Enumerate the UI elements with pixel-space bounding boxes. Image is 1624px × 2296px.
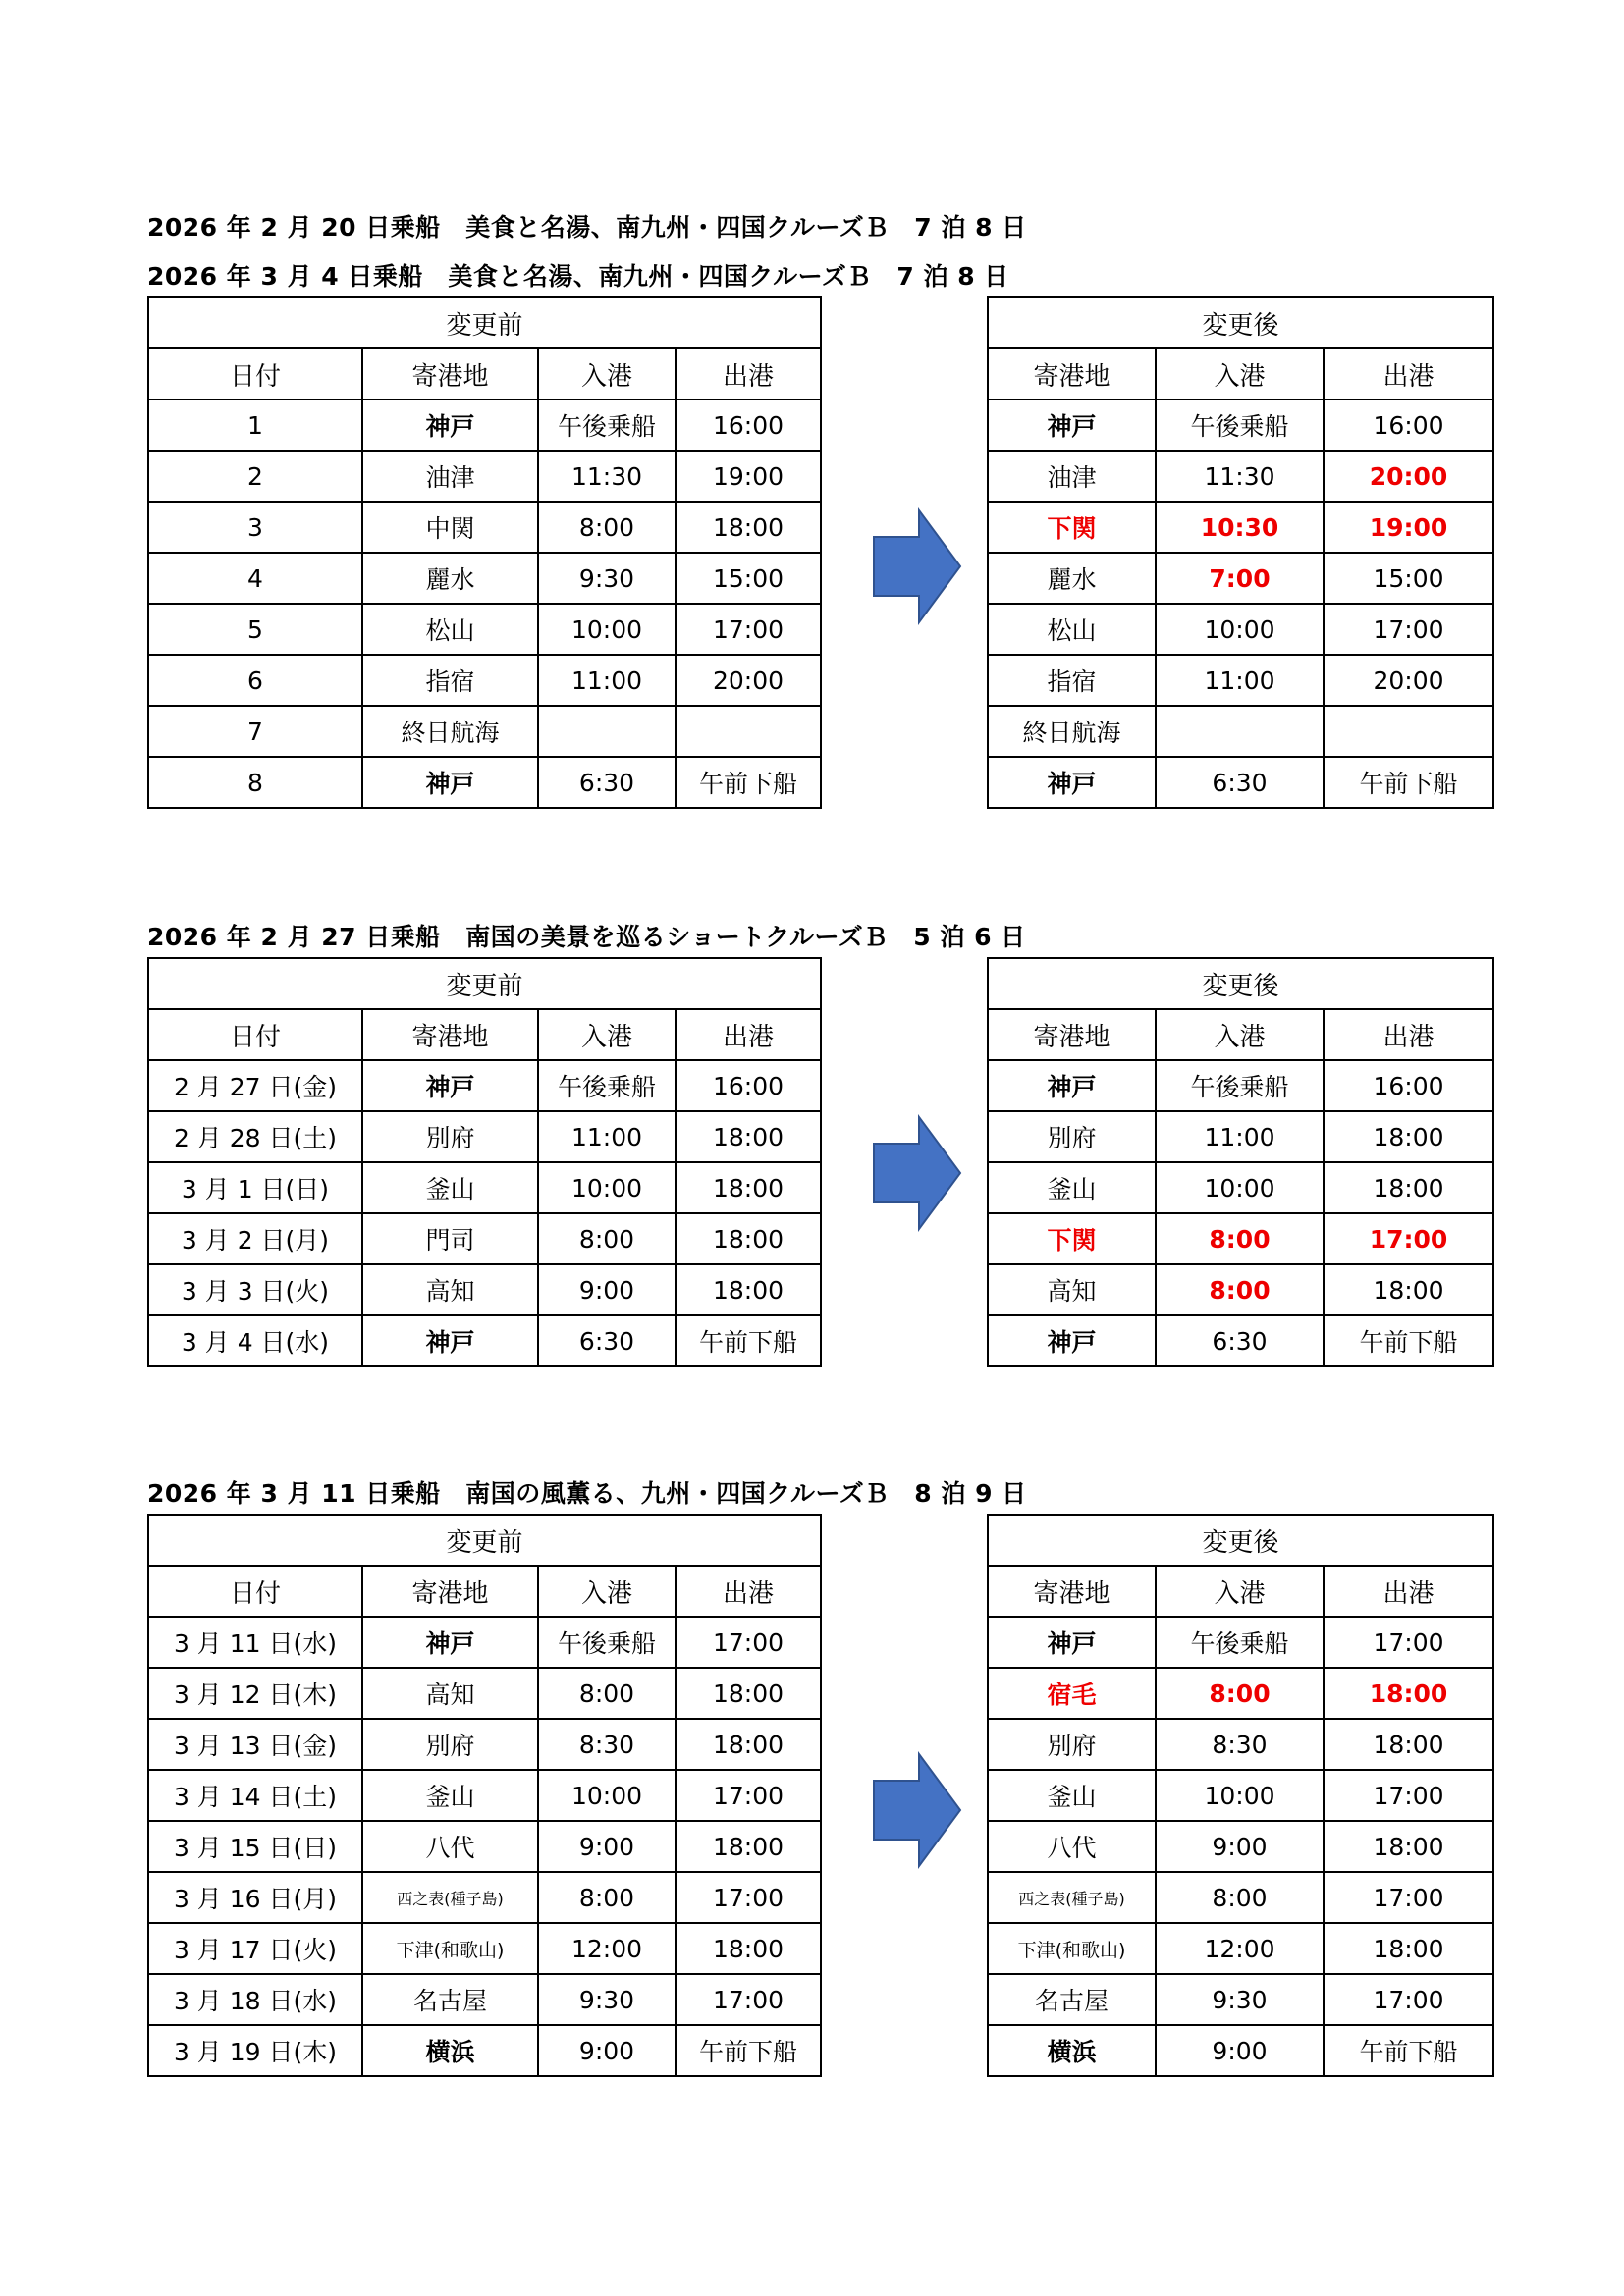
col-port: 寄港地 <box>362 348 538 400</box>
before-header: 変更前 <box>148 1515 821 1566</box>
port-cell: 下津(和歌山) <box>988 1923 1156 1974</box>
depart-cell: 16:00 <box>1324 400 1493 451</box>
date-cell: 3 月 12 日(木) <box>148 1668 362 1719</box>
date-cell: 3 月 13 日(金) <box>148 1719 362 1770</box>
depart-cell: 18:00 <box>1324 1162 1493 1213</box>
depart-cell: 16:00 <box>676 400 821 451</box>
depart-cell: 17:00 <box>1324 1617 1493 1668</box>
date-cell: 5 <box>148 604 362 655</box>
port-cell-changed: 下関 <box>988 502 1156 553</box>
section-2 <box>147 918 1492 1369</box>
port-cell: 西之表(種子島) <box>988 1872 1156 1923</box>
table-row <box>988 655 1493 706</box>
right-arrow-icon <box>872 507 962 625</box>
arrive-cell: 9:00 <box>538 2025 676 2076</box>
col-arrive: 入港 <box>1156 348 1324 400</box>
port-cell-changed: 宿毛 <box>988 1668 1156 1719</box>
table-row <box>988 1923 1493 1974</box>
after-header: 変更後 <box>988 958 1493 1009</box>
depart-cell-changed: 20:00 <box>1324 451 1493 502</box>
depart-cell: 16:00 <box>1324 1060 1493 1111</box>
depart-cell: 17:00 <box>1324 1974 1493 2025</box>
arrive-cell: 11:30 <box>1156 451 1324 502</box>
depart-cell: 18:00 <box>676 1923 821 1974</box>
arrive-cell: 8:00 <box>538 1872 676 1923</box>
table-row <box>988 1617 1493 1668</box>
arrive-cell <box>538 706 676 757</box>
depart-cell-changed: 18:00 <box>1324 1668 1493 1719</box>
arrive-cell: 6:30 <box>1156 1315 1324 1366</box>
port-cell: 別府 <box>988 1111 1156 1162</box>
arrive-cell: 午後乗船 <box>1156 1617 1324 1668</box>
col-depart: 出港 <box>1324 348 1493 400</box>
depart-cell <box>1324 706 1493 757</box>
port-cell: 神戸 <box>362 400 538 451</box>
depart-cell: 18:00 <box>676 1111 821 1162</box>
arrive-cell: 10:00 <box>1156 1770 1324 1821</box>
depart-cell: 18:00 <box>676 1264 821 1315</box>
date-cell: 3 月 3 日(火) <box>148 1264 362 1315</box>
depart-cell: 午前下船 <box>676 1315 821 1366</box>
port-cell: 油津 <box>988 451 1156 502</box>
table-row <box>148 1923 821 1974</box>
col-port: 寄港地 <box>988 1009 1156 1060</box>
arrive-cell: 6:30 <box>1156 757 1324 808</box>
depart-cell: 午前下船 <box>1324 757 1493 808</box>
arrive-cell <box>1156 706 1324 757</box>
right-arrow-icon <box>872 1751 962 1869</box>
date-cell: 8 <box>148 757 362 808</box>
cruise-title-1b: 2026 年 3 月 4 日乗船 美食と名湯、南九州・四国クルーズＢ 7 泊 8 日 <box>147 262 1009 291</box>
after-header: 変更後 <box>988 1515 1493 1566</box>
port-cell: 神戸 <box>988 400 1156 451</box>
arrive-cell: 10:00 <box>1156 1162 1324 1213</box>
port-cell: 名古屋 <box>362 1974 538 2025</box>
port-cell: 下津(和歌山) <box>362 1923 538 1974</box>
col-arrive: 入港 <box>1156 1566 1324 1617</box>
table-row <box>148 1111 821 1162</box>
port-cell: 釜山 <box>988 1770 1156 1821</box>
table-row <box>148 1668 821 1719</box>
table-row <box>988 400 1493 451</box>
port-cell: 別府 <box>362 1719 538 1770</box>
port-cell: 指宿 <box>362 655 538 706</box>
table-row <box>988 451 1493 502</box>
depart-cell: 18:00 <box>1324 1264 1493 1315</box>
table-row <box>988 1264 1493 1315</box>
table-row <box>148 757 821 808</box>
depart-cell: 17:00 <box>1324 1770 1493 1821</box>
depart-cell: 17:00 <box>676 1974 821 2025</box>
date-cell: 2 月 27 日(金) <box>148 1060 362 1111</box>
port-cell: 高知 <box>362 1668 538 1719</box>
depart-cell-changed: 19:00 <box>1324 502 1493 553</box>
table-row <box>148 1770 821 1821</box>
depart-cell: 17:00 <box>1324 604 1493 655</box>
arrive-cell-changed: 8:00 <box>1156 1668 1324 1719</box>
table-row <box>988 1213 1493 1264</box>
before-table-2 <box>147 957 822 1367</box>
port-cell: 麗水 <box>988 553 1156 604</box>
after-table-2 <box>987 957 1494 1367</box>
col-depart: 出港 <box>676 348 821 400</box>
table-row <box>988 1060 1493 1111</box>
table-row <box>148 604 821 655</box>
arrive-cell: 午後乗船 <box>1156 400 1324 451</box>
depart-cell: 17:00 <box>676 1617 821 1668</box>
table-row <box>988 1111 1493 1162</box>
port-cell: 終日航海 <box>988 706 1156 757</box>
section-1 <box>147 208 1492 817</box>
port-cell: 神戸 <box>362 1060 538 1111</box>
date-cell: 3 月 18 日(水) <box>148 1974 362 2025</box>
table-row <box>148 1162 821 1213</box>
date-cell: 4 <box>148 553 362 604</box>
table-row <box>148 502 821 553</box>
arrive-cell: 9:00 <box>538 1821 676 1872</box>
table-row <box>148 1974 821 2025</box>
arrive-cell: 10:00 <box>538 604 676 655</box>
depart-cell: 18:00 <box>676 1668 821 1719</box>
arrive-cell: 9:30 <box>538 1974 676 2025</box>
arrive-cell: 11:30 <box>538 451 676 502</box>
date-cell: 3 月 11 日(水) <box>148 1617 362 1668</box>
table-row <box>148 1719 821 1770</box>
arrive-cell: 午後乗船 <box>538 1060 676 1111</box>
table-row <box>988 1974 1493 2025</box>
before-header: 変更前 <box>148 958 821 1009</box>
arrive-cell: 10:00 <box>1156 604 1324 655</box>
arrive-cell: 8:30 <box>538 1719 676 1770</box>
table-row <box>148 706 821 757</box>
date-cell: 3 月 19 日(木) <box>148 2025 362 2076</box>
col-date: 日付 <box>148 1009 362 1060</box>
port-cell: 別府 <box>362 1111 538 1162</box>
depart-cell: 18:00 <box>676 1719 821 1770</box>
table-row <box>988 706 1493 757</box>
depart-cell: 19:00 <box>676 451 821 502</box>
date-cell: 3 月 14 日(土) <box>148 1770 362 1821</box>
table-row <box>988 1315 1493 1366</box>
depart-cell: 18:00 <box>1324 1821 1493 1872</box>
table-row <box>988 553 1493 604</box>
arrive-cell: 10:00 <box>538 1770 676 1821</box>
port-cell: 釜山 <box>362 1162 538 1213</box>
port-cell: 神戸 <box>988 1315 1156 1366</box>
table-row <box>148 1617 821 1668</box>
arrive-cell: 9:00 <box>1156 2025 1324 2076</box>
port-cell: 西之表(種子島) <box>362 1872 538 1923</box>
port-cell: 横浜 <box>988 2025 1156 2076</box>
arrive-cell: 11:00 <box>538 1111 676 1162</box>
table-row <box>148 2025 821 2076</box>
depart-cell: 20:00 <box>676 655 821 706</box>
arrive-cell: 8:00 <box>1156 1872 1324 1923</box>
depart-cell: 18:00 <box>1324 1923 1493 1974</box>
depart-cell <box>676 706 821 757</box>
table-row <box>148 1872 821 1923</box>
arrive-cell-changed: 8:00 <box>1156 1213 1324 1264</box>
port-cell: 名古屋 <box>988 1974 1156 2025</box>
arrive-cell: 8:00 <box>538 502 676 553</box>
depart-cell: 18:00 <box>676 502 821 553</box>
port-cell: 高知 <box>362 1264 538 1315</box>
port-cell: 油津 <box>362 451 538 502</box>
date-cell: 2 月 28 日(土) <box>148 1111 362 1162</box>
col-arrive: 入港 <box>538 348 676 400</box>
depart-cell: 17:00 <box>676 1770 821 1821</box>
arrive-cell: 11:00 <box>1156 655 1324 706</box>
depart-cell: 15:00 <box>1324 553 1493 604</box>
table-row <box>988 2025 1493 2076</box>
arrive-cell: 11:00 <box>1156 1111 1324 1162</box>
depart-cell: 16:00 <box>676 1060 821 1111</box>
section-3 <box>147 1474 1492 2083</box>
arrive-cell: 12:00 <box>1156 1923 1324 1974</box>
depart-cell: 午前下船 <box>676 2025 821 2076</box>
col-port: 寄港地 <box>362 1566 538 1617</box>
right-arrow-icon <box>872 1114 962 1232</box>
table-row <box>988 604 1493 655</box>
col-port: 寄港地 <box>988 1566 1156 1617</box>
date-cell: 3 月 2 日(月) <box>148 1213 362 1264</box>
depart-cell: 18:00 <box>676 1821 821 1872</box>
date-cell: 1 <box>148 400 362 451</box>
table-row <box>148 1213 821 1264</box>
date-cell: 3 月 4 日(水) <box>148 1315 362 1366</box>
table-row <box>988 1668 1493 1719</box>
date-cell: 7 <box>148 706 362 757</box>
arrive-cell: 8:00 <box>538 1213 676 1264</box>
table-row <box>148 1060 821 1111</box>
depart-cell: 15:00 <box>676 553 821 604</box>
port-cell: 八代 <box>362 1821 538 1872</box>
table-row <box>148 1264 821 1315</box>
depart-cell: 18:00 <box>676 1213 821 1264</box>
table-row <box>148 553 821 604</box>
table-row <box>988 757 1493 808</box>
arrive-cell: 12:00 <box>538 1923 676 1974</box>
port-cell: 別府 <box>988 1719 1156 1770</box>
depart-cell: 午前下船 <box>1324 1315 1493 1366</box>
table-row <box>988 1821 1493 1872</box>
port-cell: 指宿 <box>988 655 1156 706</box>
col-port: 寄港地 <box>362 1009 538 1060</box>
col-arrive: 入港 <box>538 1009 676 1060</box>
date-cell: 3 月 16 日(月) <box>148 1872 362 1923</box>
depart-cell-changed: 17:00 <box>1324 1213 1493 1264</box>
port-cell: 中関 <box>362 502 538 553</box>
arrive-cell: 11:00 <box>538 655 676 706</box>
port-cell: 門司 <box>362 1213 538 1264</box>
port-cell: 松山 <box>988 604 1156 655</box>
table-row <box>988 502 1493 553</box>
table-row <box>988 1770 1493 1821</box>
before-table-1 <box>147 296 822 809</box>
port-cell: 終日航海 <box>362 706 538 757</box>
col-date: 日付 <box>148 1566 362 1617</box>
date-cell: 3 月 1 日(日) <box>148 1162 362 1213</box>
port-cell: 釜山 <box>362 1770 538 1821</box>
date-cell: 6 <box>148 655 362 706</box>
table-row <box>988 1719 1493 1770</box>
arrive-cell: 6:30 <box>538 1315 676 1366</box>
col-arrive: 入港 <box>1156 1009 1324 1060</box>
date-cell: 2 <box>148 451 362 502</box>
col-date: 日付 <box>148 348 362 400</box>
arrive-cell: 6:30 <box>538 757 676 808</box>
port-cell: 神戸 <box>362 1315 538 1366</box>
col-port: 寄港地 <box>988 348 1156 400</box>
after-header: 変更後 <box>988 297 1493 348</box>
arrive-cell: 8:30 <box>1156 1719 1324 1770</box>
date-cell: 3 <box>148 502 362 553</box>
depart-cell: 20:00 <box>1324 655 1493 706</box>
depart-cell: 18:00 <box>676 1162 821 1213</box>
depart-cell: 17:00 <box>676 604 821 655</box>
arrive-cell: 午後乗船 <box>538 400 676 451</box>
port-cell: 神戸 <box>362 1617 538 1668</box>
date-cell: 3 月 15 日(日) <box>148 1821 362 1872</box>
port-cell: 麗水 <box>362 553 538 604</box>
after-table-3 <box>987 1514 1494 2077</box>
table-row <box>148 1315 821 1366</box>
table-row <box>988 1162 1493 1213</box>
arrive-cell-changed: 8:00 <box>1156 1264 1324 1315</box>
arrive-cell: 9:30 <box>538 553 676 604</box>
port-cell: 神戸 <box>362 757 538 808</box>
after-table-1 <box>987 296 1494 809</box>
table-row <box>148 655 821 706</box>
table-row <box>148 1821 821 1872</box>
table-row <box>148 451 821 502</box>
depart-cell: 18:00 <box>1324 1111 1493 1162</box>
arrive-cell-changed: 7:00 <box>1156 553 1324 604</box>
port-cell: 横浜 <box>362 2025 538 2076</box>
col-depart: 出港 <box>676 1566 821 1617</box>
table-row <box>148 400 821 451</box>
depart-cell: 17:00 <box>676 1872 821 1923</box>
depart-cell: 午前下船 <box>676 757 821 808</box>
before-table-3 <box>147 1514 822 2077</box>
col-depart: 出港 <box>1324 1566 1493 1617</box>
arrive-cell: 9:00 <box>538 1264 676 1315</box>
arrive-cell: 午後乗船 <box>538 1617 676 1668</box>
table-row <box>988 1872 1493 1923</box>
depart-cell: 17:00 <box>1324 1872 1493 1923</box>
port-cell: 松山 <box>362 604 538 655</box>
before-header: 変更前 <box>148 297 821 348</box>
date-cell: 3 月 17 日(火) <box>148 1923 362 1974</box>
arrive-cell: 10:00 <box>538 1162 676 1213</box>
arrive-cell: 8:00 <box>538 1668 676 1719</box>
cruise-title-1a: 2026 年 2 月 20 日乗船 美食と名湯、南九州・四国クルーズＢ 7 泊 8 日 <box>147 213 1027 241</box>
depart-cell: 午前下船 <box>1324 2025 1493 2076</box>
depart-cell: 18:00 <box>1324 1719 1493 1770</box>
col-depart: 出港 <box>1324 1009 1493 1060</box>
port-cell: 神戸 <box>988 1060 1156 1111</box>
arrive-cell: 9:00 <box>1156 1821 1324 1872</box>
port-cell: 釜山 <box>988 1162 1156 1213</box>
col-arrive: 入港 <box>538 1566 676 1617</box>
arrive-cell-changed: 10:30 <box>1156 502 1324 553</box>
port-cell: 神戸 <box>988 757 1156 808</box>
arrive-cell: 9:30 <box>1156 1974 1324 2025</box>
cruise-title-2: 2026 年 2 月 27 日乗船 南国の美景を巡るショートクルーズＢ 5 泊 6 日 <box>147 923 1026 951</box>
port-cell: 八代 <box>988 1821 1156 1872</box>
cruise-title-3: 2026 年 3 月 11 日乗船 南国の風薫る、九州・四国クルーズＢ 8 泊 9 日 <box>147 1479 1027 1508</box>
col-depart: 出港 <box>676 1009 821 1060</box>
port-cell: 神戸 <box>988 1617 1156 1668</box>
port-cell: 高知 <box>988 1264 1156 1315</box>
arrive-cell: 午後乗船 <box>1156 1060 1324 1111</box>
port-cell-changed: 下関 <box>988 1213 1156 1264</box>
